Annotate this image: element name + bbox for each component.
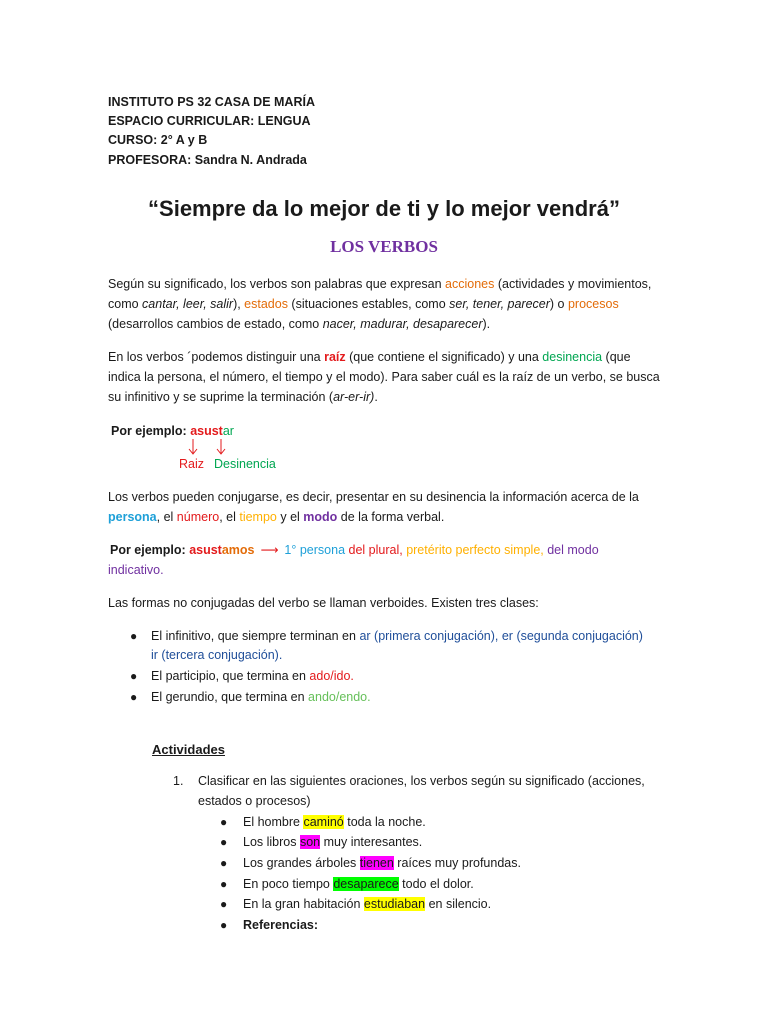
term-acciones: acciones bbox=[445, 277, 495, 291]
p1-line2: como cantar, leer, salir), estados (situaciones estables, como ser, tener, parecer) o procesos bbox=[108, 297, 619, 311]
bullet-icon: ● bbox=[130, 629, 138, 643]
verboide-gerundio: El gerundio, que termina en ando/endo. bbox=[151, 690, 371, 704]
term-estados: estados bbox=[244, 297, 288, 311]
bullet-icon: ● bbox=[220, 877, 228, 891]
term-raiz: raíz bbox=[324, 350, 346, 364]
term-desinencia: desinencia bbox=[542, 350, 603, 364]
p3-line2: persona, el número, el tiempo y el modo de la forma verbal. bbox=[108, 510, 445, 524]
activity-instruction: Clasificar en las siguientes oraciones, los verbos según su significado (acciones, bbox=[198, 774, 645, 788]
verboide-participio: El participio, que termina en ado/ido. bbox=[151, 669, 354, 683]
sentence-5: En la gran habitación estudiaban en silencio. bbox=[243, 897, 492, 911]
bullet-icon: ● bbox=[220, 897, 228, 911]
p2-line2: indica la persona, el número, el tiempo y el modo). Para saber cuál es la raíz de un verbo, se busca bbox=[108, 370, 660, 384]
example1-ending: ar bbox=[222, 424, 234, 438]
verb-highlight: desaparece bbox=[333, 877, 399, 891]
p4: Las formas no conjugadas del verbo se llaman verboides. Existen tres clases: bbox=[108, 596, 539, 610]
bullet-icon: ● bbox=[220, 835, 228, 849]
referencias-label: Referencias: bbox=[243, 918, 319, 932]
example2-line2: indicativo. bbox=[108, 563, 164, 577]
sentence-4: En poco tiempo desaparece todo el dolor. bbox=[243, 877, 474, 891]
p2-line3: su infinitivo y se suprime la terminación (ar-er-ir). bbox=[108, 390, 378, 404]
header-teacher: PROFESORA: Sandra N. Andrada bbox=[108, 153, 307, 167]
bullet-icon: ● bbox=[220, 918, 228, 932]
p1-line3: (desarrollos cambios de estado, como nacer, madurar, desaparecer). bbox=[108, 317, 491, 331]
bullet-icon: ● bbox=[130, 669, 138, 683]
verb-highlight: son bbox=[299, 835, 321, 849]
p1-line1: Según su significado, los verbos son palabras que expresan acciones (actividades y movimientos, bbox=[108, 277, 652, 291]
verboide-infinitivo-cont: ir (tercera conjugación). bbox=[151, 648, 283, 662]
verb-highlight: caminó bbox=[303, 815, 344, 829]
down-arrows-icon bbox=[186, 438, 236, 458]
activity-number: 1. bbox=[173, 774, 184, 788]
page-title: LOS VERBOS bbox=[330, 237, 438, 256]
example1: Por ejemplo: asustar bbox=[111, 424, 234, 438]
bullet-icon: ● bbox=[220, 815, 228, 829]
activities-heading: Actividades bbox=[152, 742, 225, 757]
verb-highlight: tienen bbox=[359, 856, 394, 870]
desinencia-label: Desinencia bbox=[214, 457, 276, 471]
header-course: CURSO: 2° A y B bbox=[108, 133, 208, 147]
right-arrow-icon: ⟶ bbox=[260, 543, 279, 557]
verboide-infinitivo: El infinitivo, que siempre terminan en ar (primera conjugación), er (segunda conjugación) bbox=[151, 629, 643, 643]
example1-root: asust bbox=[190, 424, 223, 438]
bullet-icon: ● bbox=[130, 690, 138, 704]
raiz-label: Raiz bbox=[179, 457, 205, 471]
motto-quote: “Siempre da lo mejor de ti y lo mejor vendrá” bbox=[148, 196, 620, 221]
term-procesos: procesos bbox=[567, 297, 619, 311]
bullet-icon: ● bbox=[220, 856, 228, 870]
sentence-3: Los grandes árboles tienen raíces muy profundas. bbox=[243, 856, 521, 870]
sentence-1: El hombre caminó toda la noche. bbox=[243, 815, 426, 829]
verb-highlight: estudiaban bbox=[363, 897, 426, 911]
sentence-2: Los libros son muy interesantes. bbox=[243, 835, 423, 849]
header-subject: ESPACIO CURRICULAR: LENGUA bbox=[108, 114, 311, 128]
p3-line1: Los verbos pueden conjugarse, es decir, presentar en su desinencia la información acerca de la bbox=[108, 490, 639, 504]
activity-instruction-cont: estados o procesos) bbox=[198, 794, 311, 808]
header-institute: INSTITUTO PS 32 CASA DE MARÍA bbox=[108, 95, 315, 109]
p2-line1: En los verbos ´podemos distinguir una raíz (que contiene el significado) y una desinencia (que bbox=[108, 350, 631, 364]
example2-line1: Por ejemplo: asustamos ⟶ 1° persona del plural, pretérito perfecto simple, del modo bbox=[110, 543, 599, 557]
